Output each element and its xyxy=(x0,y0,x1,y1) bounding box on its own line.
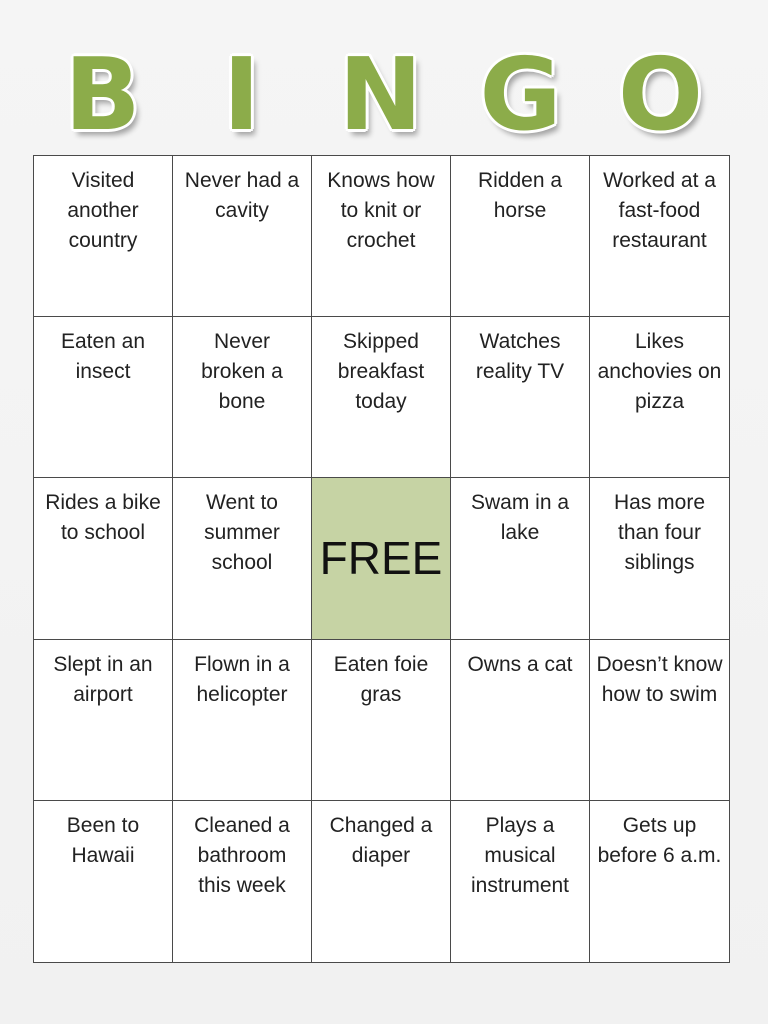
bingo-cell: Rides a bike to school xyxy=(34,478,173,639)
bingo-cell: Visited another country xyxy=(34,156,173,317)
bingo-cell: Skipped breakfast today xyxy=(312,317,451,478)
bingo-cell: Knows how to knit or crochet xyxy=(312,156,451,317)
bingo-cell: Watches reality TV xyxy=(451,317,590,478)
bingo-cell: Never broken a bone xyxy=(173,317,312,478)
title-letter-i: I xyxy=(222,36,261,153)
bingo-cell: Likes anchovies on pizza xyxy=(590,317,729,478)
bingo-cell: Slept in an airport xyxy=(34,640,173,801)
title-letter-n: N xyxy=(338,36,423,153)
bingo-cell: Ridden a horse xyxy=(451,156,590,317)
bingo-cell: Changed a diaper xyxy=(312,801,451,962)
bingo-cell: Flown in a helicopter xyxy=(173,640,312,801)
bingo-cell: Went to summer school xyxy=(173,478,312,639)
bingo-cell: Plays a musical instrument xyxy=(451,801,590,962)
bingo-cell: Gets up before 6 a.m. xyxy=(590,801,729,962)
bingo-cell: Eaten an insect xyxy=(34,317,173,478)
bingo-cell: Been to Hawaii xyxy=(34,801,173,962)
free-space-cell: FREE xyxy=(312,478,451,639)
bingo-cell: Worked at a fast-food restaurant xyxy=(590,156,729,317)
bingo-cell: Owns a cat xyxy=(451,640,590,801)
title-letter-g: G xyxy=(479,36,562,153)
bingo-title xyxy=(33,36,730,153)
bingo-cell: Doesn’t know how to swim xyxy=(590,640,729,801)
bingo-grid xyxy=(33,155,730,963)
bingo-cell: Never had a cavity xyxy=(173,156,312,317)
bingo-cell: Eaten foie gras xyxy=(312,640,451,801)
bingo-cell: Has more than four siblings xyxy=(590,478,729,639)
title-letter-b: B xyxy=(64,36,141,153)
title-letter-o: O xyxy=(617,36,703,153)
bingo-cell: Cleaned a bathroom this week xyxy=(173,801,312,962)
bingo-cell: Swam in a lake xyxy=(451,478,590,639)
